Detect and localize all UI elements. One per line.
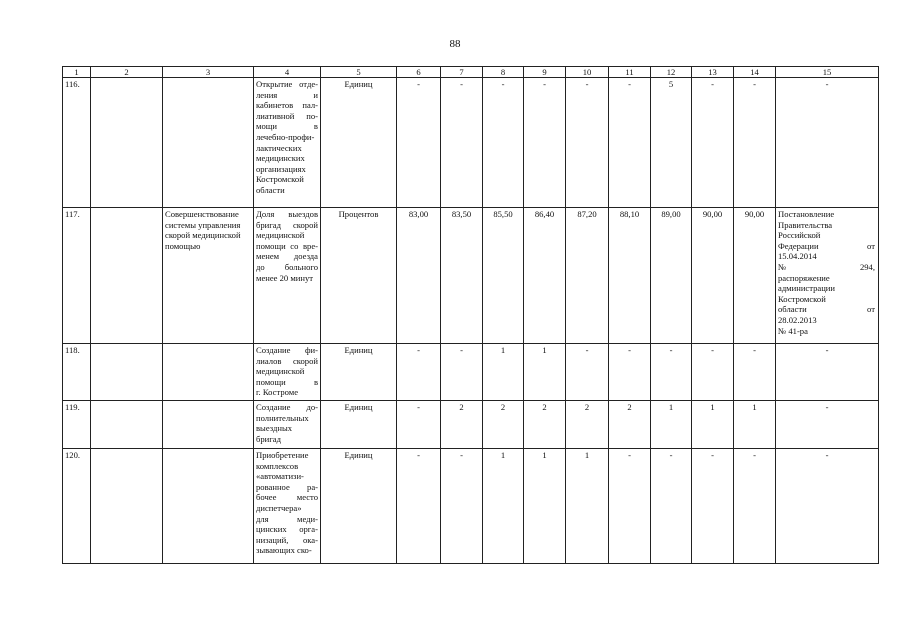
value-cell: 90,00 [734,208,776,344]
value-cell: - [483,78,524,208]
column-number-5: 5 [321,67,397,78]
column-number-15: 15 [776,67,879,78]
legal-basis-cell: - [776,401,879,449]
value-cell: - [734,449,776,564]
column-number-14: 14 [734,67,776,78]
legal-basis-cell: - [776,344,879,401]
text-line: цинских орга- [256,524,318,535]
column-number-11: 11 [609,67,651,78]
indicator-name-cell [254,208,321,344]
value-cell: 1 [483,449,524,564]
measure-name-cell [163,401,254,449]
value-cell: - [566,78,609,208]
text-line: Костромской [256,174,304,185]
value-cell: - [692,78,734,208]
text-line: Костромской [778,293,826,304]
text-line: зывающих ско- [256,545,312,556]
value-cell: - [441,344,483,401]
value-cell: 87,20 [566,208,609,344]
text-line: менем доезда [256,251,318,262]
unit-cell: Единиц [321,344,397,401]
value-cell: - [397,344,441,401]
text-line: Правительства [778,219,833,230]
measure-name-cell [163,449,254,564]
column-2-cell [91,78,163,208]
column-number-row [63,67,879,78]
value-cell: 5 [651,78,692,208]
value-cell: - [441,449,483,564]
value-cell: - [651,449,692,564]
value-cell: 2 [609,401,651,449]
text-line: Федерации от [778,240,875,251]
indicator-name-cell [254,401,321,449]
table-row [63,78,879,208]
text-line: № 294, [778,261,875,272]
column-2-cell [91,344,163,401]
indicator-name-cell [254,78,321,208]
text-line: 15.04.2014 [778,251,817,262]
value-cell: 1 [524,449,566,564]
row-number-cell: 117. [63,208,91,344]
value-cell: - [609,449,651,564]
value-cell: - [441,78,483,208]
row-number-cell: 119. [63,401,91,449]
value-cell: - [734,344,776,401]
text-line: помощью [165,240,201,251]
indicator-name-cell [254,344,321,401]
value-cell: - [692,344,734,401]
measure-name-cell [163,208,254,344]
text-line: бригад скорой [256,219,318,230]
column-number-7: 7 [441,67,483,78]
table-row [63,344,879,401]
text-line: для меди- [256,513,318,524]
value-cell: 90,00 [692,208,734,344]
value-cell: - [734,78,776,208]
text-line: рованное ра- [256,481,318,492]
value-cell: 1 [734,401,776,449]
text-line: № 41-ра [778,325,808,336]
text-line: лиалов скорой [256,355,318,366]
value-cell: 86,40 [524,208,566,344]
text-line: организациях [256,163,306,174]
text-line: диспетчера» [256,502,302,513]
column-number-3: 3 [163,67,254,78]
column-number-13: 13 [692,67,734,78]
value-cell: 83,00 [397,208,441,344]
document-table-wrapper [62,66,875,568]
indicator-name-cell [254,449,321,564]
text-line: Постановление [778,209,835,219]
text-line: Совершенствование [165,209,239,219]
value-cell: - [397,78,441,208]
text-line: лечебно-профи- [256,131,315,142]
value-cell: - [566,344,609,401]
value-cell: 2 [441,401,483,449]
text-line: низаций, ока- [256,534,318,545]
unit-cell: Процентов [321,208,397,344]
text-line: Российской [778,230,821,241]
row-number-cell: 116. [63,78,91,208]
text-line: Создание фи- [256,345,318,355]
text-line: лиативной по- [256,110,318,121]
column-2-cell [91,208,163,344]
column-number-1: 1 [63,67,91,78]
row-number-cell: 120. [63,449,91,564]
value-cell: 83,50 [441,208,483,344]
unit-cell: Единиц [321,449,397,564]
column-number-8: 8 [483,67,524,78]
text-line: выездных [256,423,293,434]
text-line: ления и [256,89,318,100]
text-line: Создание до- [256,402,318,412]
text-line: г. Костроме [256,387,299,398]
value-cell: - [524,78,566,208]
value-cell: 89,00 [651,208,692,344]
value-cell: 85,50 [483,208,524,344]
text-line: помощи со вре- [256,240,318,251]
column-number-10: 10 [566,67,609,78]
text-line: администрации [778,283,836,294]
value-cell: 1 [651,401,692,449]
table-row [63,449,879,564]
text-line: до больного [256,261,318,272]
text-line: кабинетов пал- [256,100,318,111]
column-number-2: 2 [91,67,163,78]
text-line: менее 20 минут [256,272,314,283]
text-line: лактических [256,142,302,153]
text-line: помощи в [256,376,318,387]
value-cell: 2 [566,401,609,449]
value-cell: - [609,78,651,208]
value-cell: - [651,344,692,401]
document-table [62,66,879,564]
text-line: медицинской [256,230,305,241]
text-line: Открытие отде- [256,79,318,89]
value-cell: 1 [483,344,524,401]
value-cell: - [397,449,441,564]
text-line: «автоматизи- [256,471,304,482]
text-line: бочее место [256,492,318,503]
text-line: медицинских [256,153,305,164]
text-line: мощи в [256,121,318,132]
text-line: бригад [256,433,281,444]
text-line: Доля выездов [256,209,318,219]
unit-cell: Единиц [321,401,397,449]
table-row [63,208,879,344]
column-2-cell [91,401,163,449]
row-number-cell: 118. [63,344,91,401]
legal-basis-cell [776,208,879,344]
value-cell: - [609,344,651,401]
column-number-12: 12 [651,67,692,78]
text-line: медицинской [256,366,305,377]
value-cell: 1 [692,401,734,449]
text-line: области от [778,304,875,315]
measure-name-cell [163,344,254,401]
measure-name-cell [163,78,254,208]
column-number-6: 6 [397,67,441,78]
value-cell: - [397,401,441,449]
value-cell: 1 [566,449,609,564]
text-line: скорой медицинской [165,230,241,241]
text-line: области [256,184,285,195]
column-number-9: 9 [524,67,566,78]
text-line: комплексов [256,460,299,471]
value-cell: 88,10 [609,208,651,344]
value-cell: 2 [483,401,524,449]
unit-cell: Единиц [321,78,397,208]
value-cell: - [692,449,734,564]
text-line: системы управления [165,219,241,230]
legal-basis-cell: - [776,78,879,208]
value-cell: 2 [524,401,566,449]
text-line: полнительных [256,412,309,423]
text-line: Приобретение [256,450,309,460]
column-2-cell [91,449,163,564]
text-line: распоряжение [778,272,830,283]
column-number-4: 4 [254,67,321,78]
page-number: 88 [449,38,461,50]
legal-basis-cell: - [776,449,879,564]
value-cell: 1 [524,344,566,401]
table-row [63,401,879,449]
text-line: 28.02.2013 [778,314,817,325]
